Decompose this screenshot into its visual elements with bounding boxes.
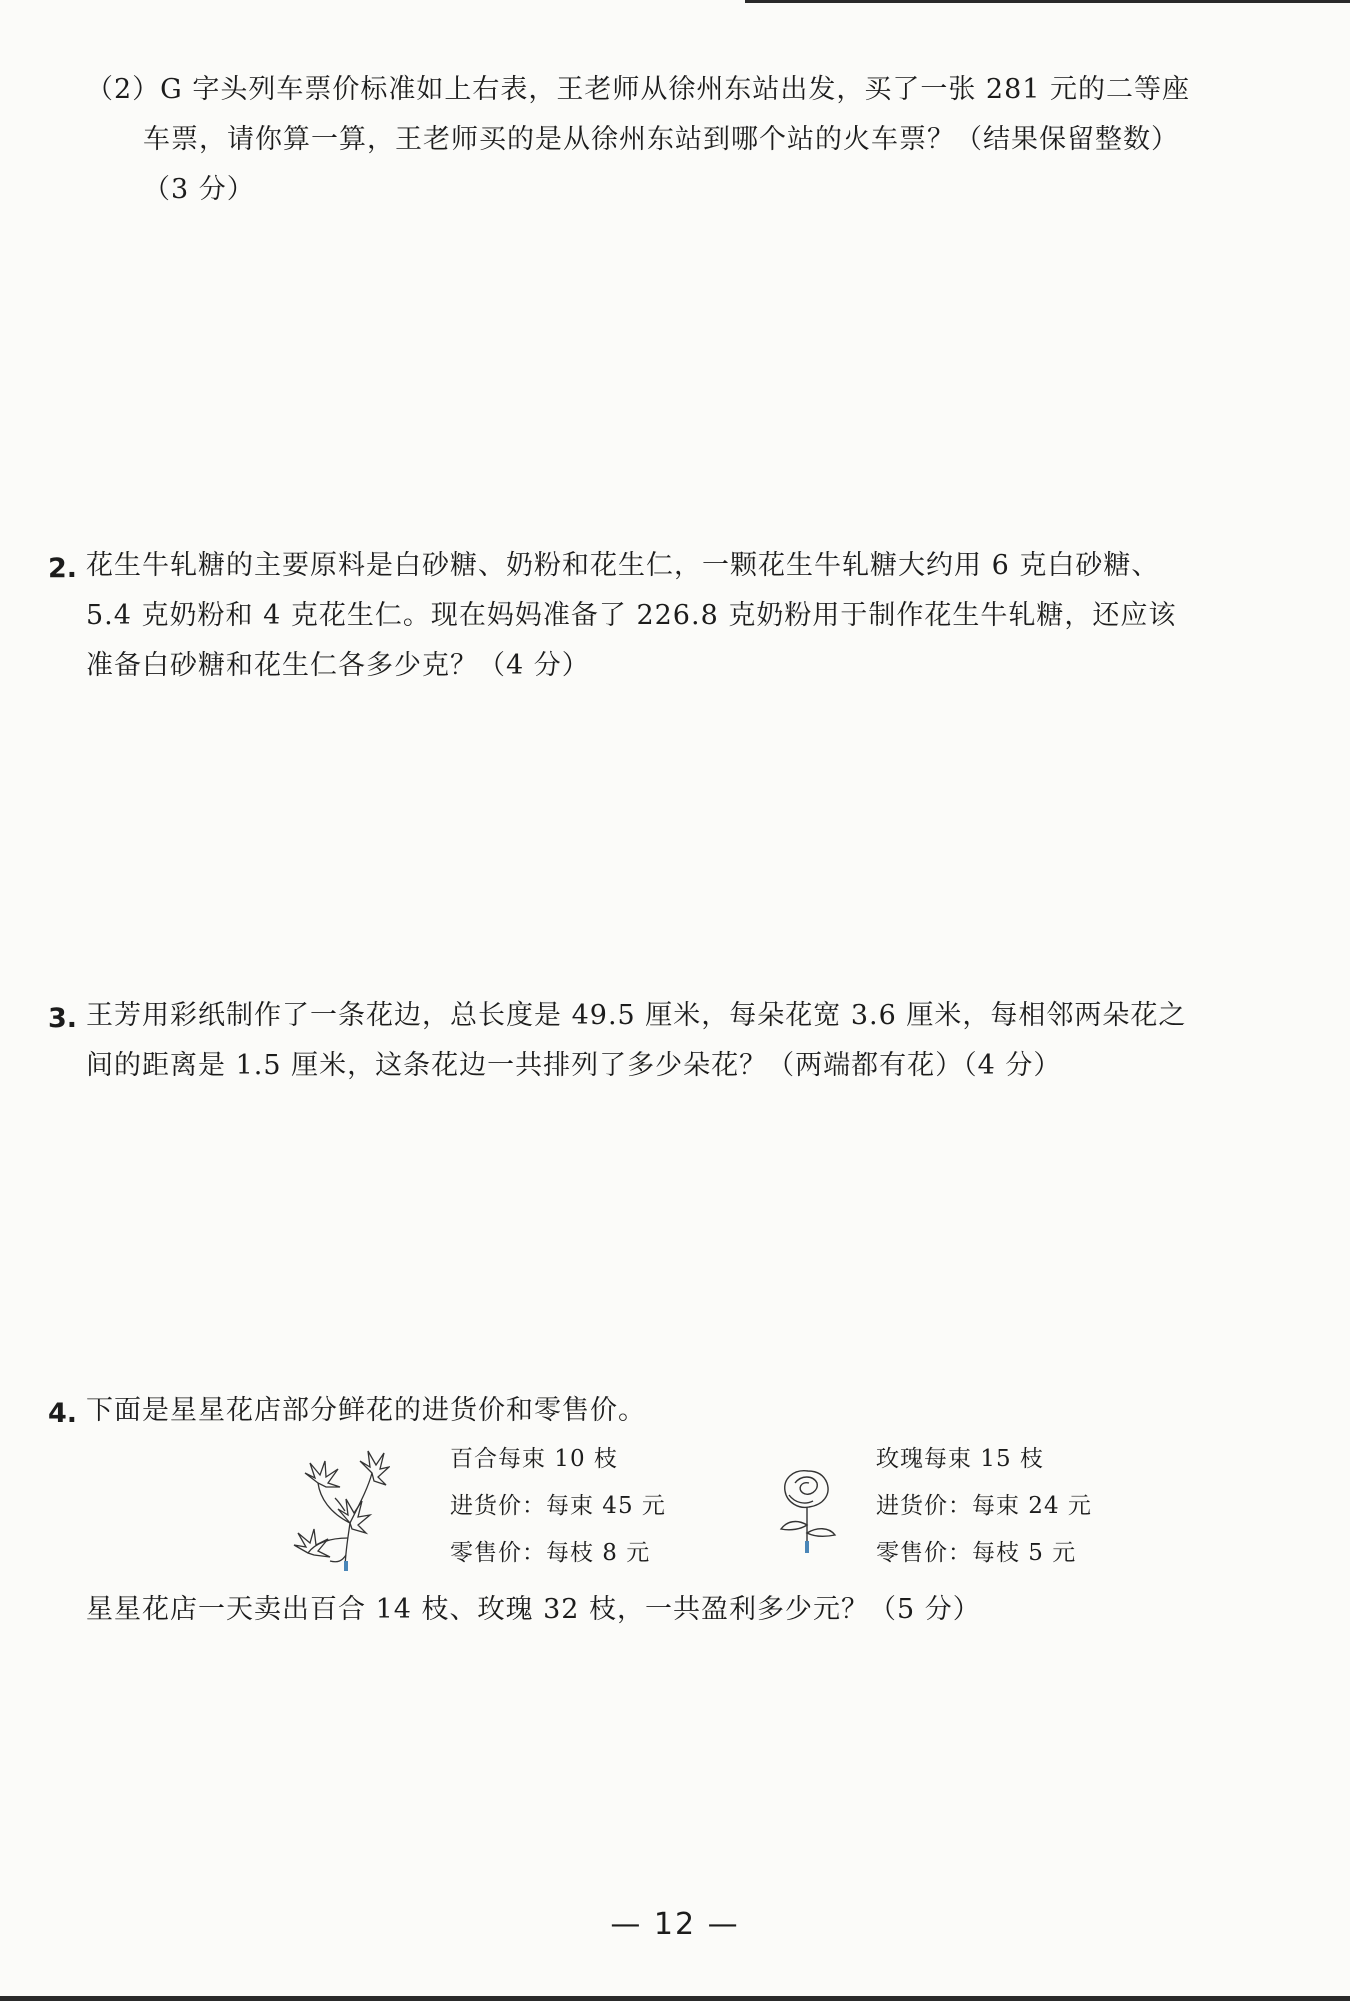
rose-flower-icon [773, 1463, 843, 1555]
q3-line-1: 王芳用彩纸制作了一条花边，总长度是 49.5 厘米，每朵花宽 3.6 厘米，每相邻两朵花之 [86, 1000, 1187, 1031]
question-2-number: 2. [48, 553, 78, 584]
q1p2-line-2: 车票，请你算一算，王老师买的是从徐州东站到哪个站的火车票？（结果保留整数） [143, 124, 1179, 155]
lily-price-info [450, 1436, 666, 1577]
question-4-intro [86, 1386, 646, 1436]
q2-line-1: 花生牛轧糖的主要原料是白砂糖、奶粉和花生仁，一颗花生牛轧糖大约用 6 克白砂糖、 [86, 550, 1160, 581]
rose-price-info [876, 1436, 1092, 1577]
question-1-part-2 [86, 65, 1326, 215]
q4-question-line: 星星花店一天卖出百合 14 枝、玫瑰 32 枝，一共盈利多少元？（5 分） [86, 1594, 981, 1625]
q2-line-3: 准备白砂糖和花生仁各多少克？（4 分） [86, 650, 590, 681]
rose-retail-price: 零售价：每枝 5 元 [876, 1540, 1077, 1566]
lily-purchase-price: 进货价：每束 45 元 [450, 1493, 666, 1519]
rose-bundle-size: 玫瑰每束 15 枝 [876, 1446, 1044, 1472]
lily-flower-icon [290, 1443, 390, 1573]
bottom-border-rule [0, 1996, 1350, 2001]
q3-line-2: 间的距离是 1.5 厘米，这条花边一共排列了多少朵花？（两端都有花）（4 分） [86, 1050, 1062, 1081]
question-4-body [86, 1585, 981, 1635]
q1p2-line-1: （2）G 字头列车票价标准如上右表，王老师从徐州东站出发，买了一张 281 元的二等座 [86, 74, 1191, 105]
page-number: — 12 — [610, 1907, 740, 1942]
lily-retail-price: 零售价：每枝 8 元 [450, 1540, 651, 1566]
q2-line-2: 5.4 克奶粉和 4 克花生仁。现在妈妈准备了 226.8 克奶粉用于制作花生牛轧糖，还应该 [86, 600, 1177, 631]
q4-intro-line: 下面是星星花店部分鲜花的进货价和零售价。 [86, 1395, 646, 1426]
top-border-rule [745, 0, 1350, 3]
q1p2-line-3: （3 分） [143, 174, 255, 205]
question-3-number: 3. [48, 1003, 78, 1034]
question-4-number: 4. [48, 1398, 78, 1429]
question-3 [86, 991, 1186, 1091]
question-2 [86, 541, 1176, 691]
rose-purchase-price: 进货价：每束 24 元 [876, 1493, 1092, 1519]
lily-bundle-size: 百合每束 10 枝 [450, 1446, 618, 1472]
